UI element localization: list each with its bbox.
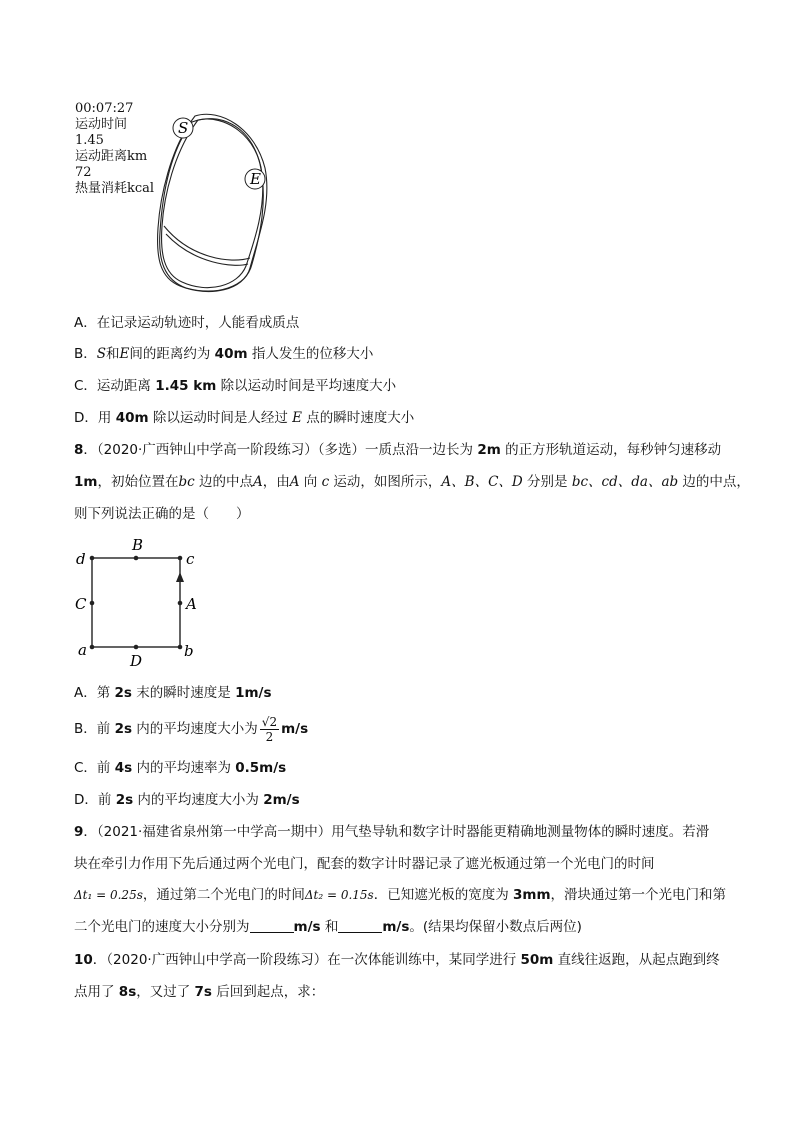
stats-panel	[75, 101, 154, 197]
answer-blank-1[interactable]	[250, 920, 294, 933]
time-label: 运动时间	[75, 117, 128, 132]
label-a: a	[78, 641, 87, 659]
distance-value: 1.45	[75, 133, 104, 148]
label-c: c	[186, 550, 195, 568]
q9-line-4: 二个光电门的速度大小分别为 m/s 和 m/s。(结果均保留小数点后两位)	[74, 919, 582, 935]
label-b: b	[184, 642, 194, 660]
q8-option-d: D．前 2s 内的平均速度大小为 2m/s	[74, 792, 300, 808]
q7-option-c: C．运动距离 1.45 km 除以运动时间是平均速度大小	[74, 378, 397, 394]
label-D: D	[130, 652, 143, 670]
q7-option-a: A．在记录运动轨迹时，人能看成质点	[74, 315, 300, 331]
track-figure	[150, 108, 280, 300]
start-marker: S	[178, 119, 189, 137]
time-value: 00:07:27	[75, 101, 134, 116]
label-A: A	[186, 595, 197, 613]
q8-line-1: 8．（2020·广西钟山中学高一阶段练习）（多选）一质点沿一边长为 2m 的正方形轨道运动，每秒钟匀速移动	[74, 442, 722, 458]
track-path-4	[164, 226, 250, 260]
q10-line-2: 点用了 8s，又过了 7s 后回到起点，求：	[74, 984, 325, 1000]
answer-blank-2[interactable]	[338, 920, 382, 933]
q8-option-b: B．前 2s 内的平均速度大小为 $\frac{√2}{2}$ m/s	[74, 714, 309, 744]
track-path-3	[160, 119, 264, 291]
square-diagram	[70, 535, 210, 671]
end-marker: E	[250, 170, 261, 188]
label-B: B	[132, 536, 144, 554]
q7-option-b: B．S和E间的距离约为 40m 指人发生的位移大小	[74, 346, 374, 362]
direction-arrow-icon	[176, 572, 184, 582]
q9-line-3: Δt₁ = 0.25s，通过第二个光电门的时间Δt₂ = 0.15s．已知遮光板的宽度为 3mm，滑块通过第一个光电门和第	[74, 887, 727, 903]
sqrt2-over-2-fraction: $\frac{√2}{2}$	[261, 714, 278, 744]
q10-line-1: 10．（2020·广西钟山中学高一阶段练习）在一次体能训练中，某同学进行 50m 直线往返跑，从起点跑到终	[74, 952, 720, 968]
q8-option-c: C．前 4s 内的平均速率为 0.5m/s	[74, 760, 287, 776]
q8-line-2: 1m，初始位置在bc 边的中点A，由A 向 c 运动，如图所示，A、B、C、D 分别是 bc、cd、da、ab 边的中点，	[74, 474, 750, 490]
q9-line-1: 9．（2021·福建省泉州第一中学高一期中）用气垫导轨和数字计时器能更精确地测量物体的瞬时速度。若滑	[74, 824, 710, 840]
label-d: d	[76, 550, 86, 568]
q7-option-d: D．用 40m 除以运动时间是人经过 E 点的瞬时速度大小	[74, 410, 415, 426]
q8-line-3: 则下列说法正确的是（ ）	[74, 506, 250, 522]
q8-option-a: A．第 2s 末的瞬时速度是 1m/s	[74, 685, 272, 701]
distance-label: 运动距离km	[75, 149, 148, 164]
q9-line-2: 块在牵引力作用下先后通过两个光电门，配套的数字计时器记录了遮光板通过第一个光电门的时间	[74, 856, 655, 872]
calories-value: 72	[75, 165, 92, 180]
label-C: C	[75, 595, 87, 613]
track-path-2	[162, 119, 263, 288]
calories-label: 热量消耗kcal	[75, 181, 155, 196]
